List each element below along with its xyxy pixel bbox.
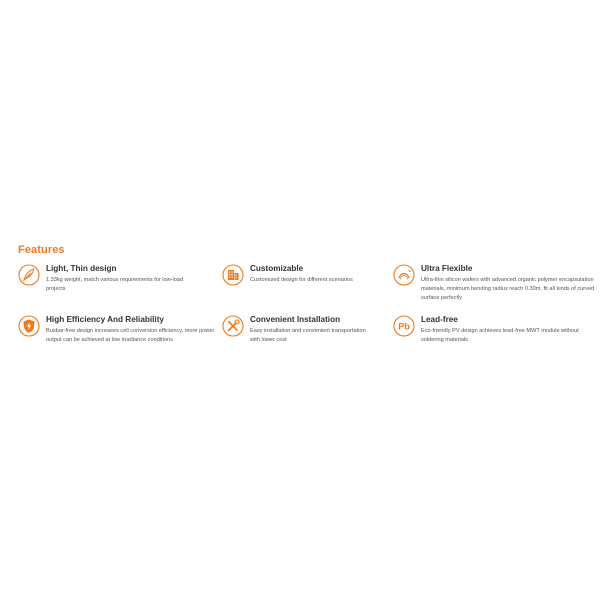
tools-icon xyxy=(222,315,244,337)
feature-description: Customized design for different scenarios xyxy=(250,277,353,283)
feature-title: Light, Thin design xyxy=(46,264,117,273)
feature-title: Convenient Installation xyxy=(250,315,341,324)
feature-description: 1.33kg weight, match various requirements for low-load projects xyxy=(46,277,184,293)
feature-lead-free xyxy=(393,314,600,345)
feature-title: Customizable xyxy=(250,264,304,273)
feature-title: High Efficiency And Reliability xyxy=(46,315,164,324)
feature-ultra-flexible xyxy=(393,263,596,304)
flexible-panel-icon xyxy=(393,264,415,286)
feature-title: Lead-free xyxy=(421,315,458,324)
shield-bolt-icon xyxy=(18,315,40,337)
section-title: Features xyxy=(18,244,65,256)
feature-description: Busbar-free design increases cell conversion efficiency, more power output can be achieved at low irradiance conditions xyxy=(46,328,215,344)
feature-title: Ultra Flexible xyxy=(421,264,473,273)
feature-description: Easy installation and convenient transportation with lower cost xyxy=(250,328,366,344)
feature-customizable xyxy=(222,263,400,286)
building-icon xyxy=(222,264,244,286)
lead-free-pb-icon xyxy=(393,315,415,337)
feature-description: Eco-friendly PV design achieves lead-free MWT module without soldering materials xyxy=(421,328,579,344)
feature-light-thin xyxy=(18,263,196,294)
feature-convenient-installation xyxy=(222,314,370,345)
feature-high-efficiency xyxy=(18,314,216,345)
leaf-feather-icon xyxy=(18,264,40,286)
feature-description: Ultra-thin silicon wafers with advanced organic polymer encapsulation materials, minimum bending radius reach 0.30m, fit all kinds of curved surface perfectly xyxy=(421,277,595,302)
svg-text:Pb: Pb xyxy=(398,321,410,332)
